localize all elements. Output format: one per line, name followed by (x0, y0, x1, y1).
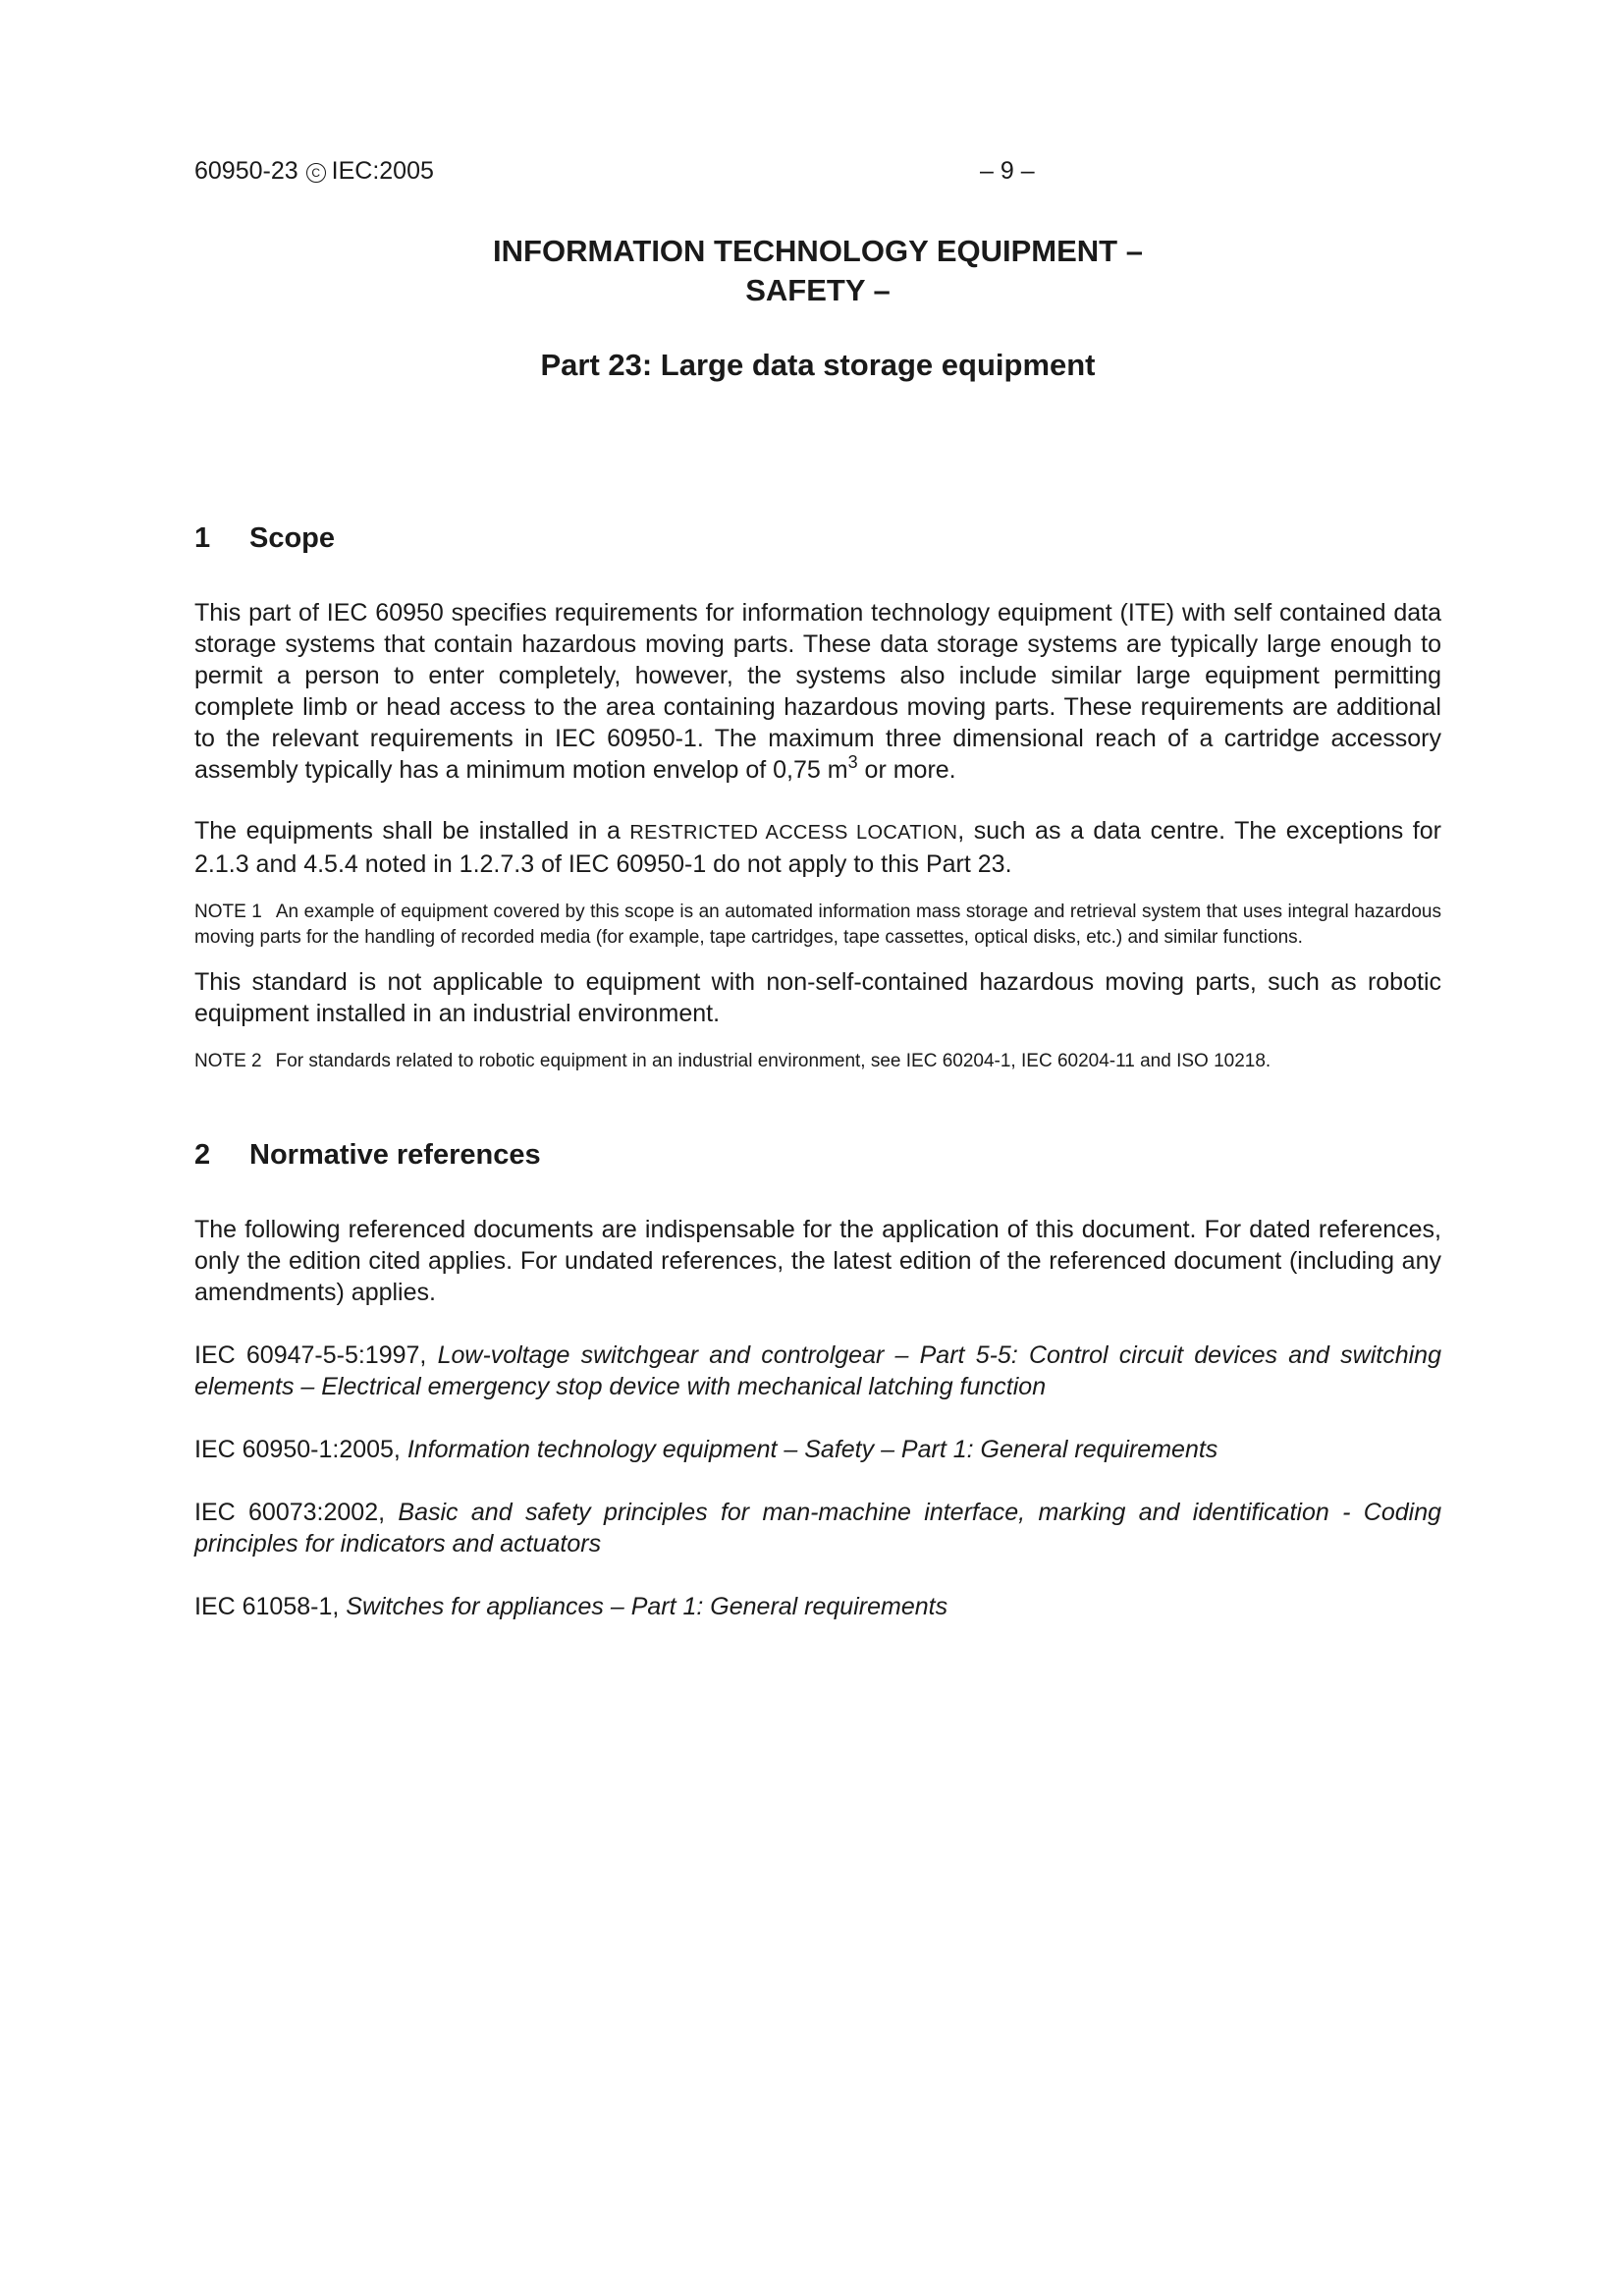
reference-code: IEC 60947-5-5:1997, (194, 1341, 438, 1369)
note-text: An example of equipment covered by this scope is an automated information mass storage and retrieval system that uses integral hazardous moving parts for the handling of recorded media (for example, tape cartridges, tape cassettes, optical disks, etc.) and similar functions. (194, 902, 1441, 948)
note-2 (194, 1049, 1441, 1074)
title-line-1: INFORMATION TECHNOLOGY EQUIPMENT – (493, 234, 1143, 268)
scope-paragraph-3: This standard is not applicable to equipment with non-self-contained hazardous moving parts, such as robotic equipment installed in an industrial environment. (194, 968, 1441, 1027)
section-title: Normative references (249, 1139, 541, 1171)
reference-title: Low-voltage switchgear and controlgear – Part 5-5: Control circuit devices and switching elements – Electrical emergency stop device with mechanical latching function (194, 1341, 1441, 1400)
reference-title: Switches for appliances – Part 1: General requirements (346, 1593, 948, 1620)
note-text: For standards related to robotic equipment in an industrial environment, see IEC 60204-1, IEC 60204-11 and ISO 10218. (275, 1051, 1271, 1071)
page-header (194, 157, 1441, 191)
reference-item (194, 1497, 1441, 1559)
reference-code: IEC 60073:2002, (194, 1499, 399, 1526)
scope-paragraph-1-tail: or more. (857, 756, 956, 784)
superscript: 3 (847, 752, 858, 772)
reference-item (194, 1339, 1441, 1402)
references-intro: The following referenced documents are indispensable for the application of this document. For dated references, only the edition cited applies. For undated references, the latest edition of the referenced document (including any amendments) applies. (194, 1216, 1441, 1306)
title-line-2: SAFETY – (745, 273, 891, 307)
scope-paragraph-2-tail: , such as a data centre. The exceptions for 2.1.3 and 4.5.4 noted in 1.2.7.3 of IEC 60950-1 do not apply to this Part 23. (194, 817, 1441, 878)
section-title: Scope (249, 522, 336, 554)
section-number: 2 (194, 1139, 211, 1171)
scope-paragraph-1-text: This part of IEC 60950 specifies requirements for information technology equipment (ITE) with self contained data storage systems that contain hazardous moving parts. These data storage systems are typically large enough to permit a person to enter completely, however, the systems also include similar large equipment permitting complete limb or head access to the area containing hazardous moving parts. These requirements are additional to the relevant requirements in IEC 60950-1. The maximum three dimensional reach of a cartridge accessory assembly typically has a minimum motion envelop of 0,75 m (194, 599, 1441, 784)
doc-number: 60950-23 (194, 157, 298, 185)
document-title (194, 232, 1441, 385)
reference-code: IEC 61058-1, (194, 1593, 347, 1620)
note-label: NOTE 1 (194, 902, 262, 922)
main-content (194, 519, 1441, 1622)
reference-title: Information technology equipment – Safety – Part 1: General requirements (406, 1436, 1218, 1463)
scope-paragraph-1 (194, 597, 1441, 786)
reference-item (194, 1591, 1441, 1622)
reference-title: Basic and safety principles for man-machine interface, marking and identification - Coding principles for indicators and actuators (194, 1499, 1441, 1558)
note-1 (194, 900, 1441, 951)
defined-term: RESTRICTED ACCESS LOCATION (629, 822, 958, 844)
scope-paragraph-2 (194, 815, 1441, 880)
section-heading-scope (194, 519, 1441, 558)
scope-paragraph-2-text: The equipments shall be installed in a (194, 817, 630, 845)
part-title: Part 23: Large data storage equipment (540, 348, 1096, 382)
header-reference (194, 157, 434, 186)
page-number: – 9 – (980, 157, 1035, 185)
doc-publisher: IEC:2005 (331, 157, 434, 185)
copyright-icon: C (306, 163, 326, 183)
reference-item (194, 1434, 1441, 1465)
section-number: 1 (194, 522, 211, 554)
reference-code: IEC 60950-1:2005, (194, 1436, 407, 1463)
note-label: NOTE 2 (194, 1051, 262, 1071)
section-heading-normative-references (194, 1135, 1441, 1175)
